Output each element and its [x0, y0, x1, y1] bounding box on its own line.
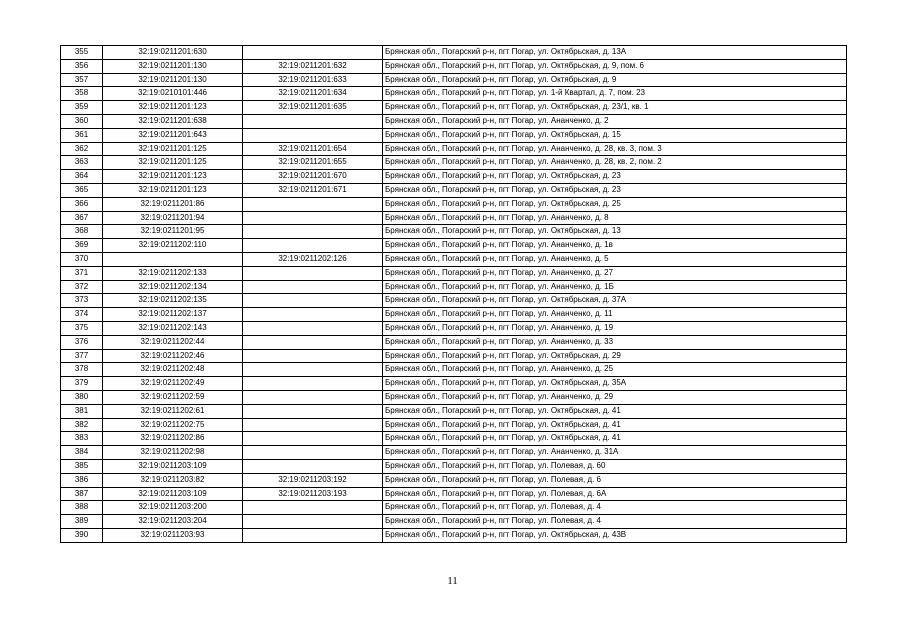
object-cadastral-number-cell: 32:19:0211201:635 — [243, 101, 383, 115]
table-row — [61, 239, 847, 253]
row-number-cell: 369 — [61, 239, 103, 253]
address-cell: Брянская обл., Погарский р-н, пгт Погар, ул. Полевая, д. 4 — [383, 515, 847, 529]
row-number-cell: 357 — [61, 73, 103, 87]
object-cadastral-number-cell — [243, 280, 383, 294]
land-cadastral-number-cell: 32:19:0211202:98 — [103, 446, 243, 460]
address-cell: Брянская обл., Погарский р-н, пгт Погар, ул. Ананченко, д. 11 — [383, 308, 847, 322]
table-row — [61, 335, 847, 349]
row-number-cell: 375 — [61, 321, 103, 335]
address-cell: Брянская обл., Погарский р-н, пгт Погар, ул. Ананченко, д. 19 — [383, 321, 847, 335]
row-number-cell: 358 — [61, 87, 103, 101]
address-cell: Брянская обл., Погарский р-н, пгт Погар, ул. Ананченко, д. 28, кв. 3, пом. 3 — [383, 142, 847, 156]
object-cadastral-number-cell — [243, 294, 383, 308]
land-cadastral-number-cell: 32:19:0211202:48 — [103, 363, 243, 377]
land-cadastral-number-cell: 32:19:0211201:125 — [103, 142, 243, 156]
land-cadastral-number-cell: 32:19:0211201:94 — [103, 211, 243, 225]
table-row — [61, 170, 847, 184]
address-cell: Брянская обл., Погарский р-н, пгт Погар, ул. Октябрьская, д. 15 — [383, 128, 847, 142]
land-cadastral-number-cell: 32:19:0211202:61 — [103, 404, 243, 418]
row-number-cell: 356 — [61, 59, 103, 73]
table-row — [61, 473, 847, 487]
table-row — [61, 73, 847, 87]
row-number-cell: 355 — [61, 46, 103, 60]
address-cell: Брянская обл., Погарский р-н, пгт Погар, ул. Ананченко, д. 5 — [383, 252, 847, 266]
table-row — [61, 308, 847, 322]
row-number-cell: 362 — [61, 142, 103, 156]
address-cell: Брянская обл., Погарский р-н, пгт Погар, ул. Октябрьская, д. 41 — [383, 432, 847, 446]
object-cadastral-number-cell: 32:19:0211201:632 — [243, 59, 383, 73]
address-cell: Брянская обл., Погарский р-н, пгт Погар, ул. Октябрьская, д. 13 — [383, 225, 847, 239]
land-cadastral-number-cell: 32:19:0211201:123 — [103, 101, 243, 115]
land-cadastral-number-cell: 32:19:0211203:93 — [103, 528, 243, 542]
table-row — [61, 183, 847, 197]
object-cadastral-number-cell — [243, 46, 383, 60]
table-row — [61, 321, 847, 335]
land-cadastral-number-cell: 32:19:0211203:204 — [103, 515, 243, 529]
address-cell: Брянская обл., Погарский р-н, пгт Погар, ул. Ананченко, д. 25 — [383, 363, 847, 377]
table-row — [61, 211, 847, 225]
table-row — [61, 87, 847, 101]
row-number-cell: 359 — [61, 101, 103, 115]
row-number-cell: 364 — [61, 170, 103, 184]
address-cell: Брянская обл., Погарский р-н, пгт Погар, ул. Полевая, д. 6А — [383, 487, 847, 501]
land-cadastral-number-cell: 32:19:0211201:130 — [103, 73, 243, 87]
table-row — [61, 501, 847, 515]
object-cadastral-number-cell — [243, 114, 383, 128]
table-row — [61, 390, 847, 404]
object-cadastral-number-cell — [243, 363, 383, 377]
object-cadastral-number-cell — [243, 404, 383, 418]
row-number-cell: 366 — [61, 197, 103, 211]
row-number-cell: 365 — [61, 183, 103, 197]
table-row — [61, 156, 847, 170]
address-cell: Брянская обл., Погарский р-н, пгт Погар, ул. Октябрьская, д. 13А — [383, 46, 847, 60]
address-cell: Брянская обл., Погарский р-н, пгт Погар, ул. Ананченко, д. 1Б — [383, 280, 847, 294]
object-cadastral-number-cell — [243, 459, 383, 473]
object-cadastral-number-cell: 32:19:0211201:634 — [243, 87, 383, 101]
address-cell: Брянская обл., Погарский р-н, пгт Погар, ул. Октябрьская, д. 29 — [383, 349, 847, 363]
land-cadastral-number-cell — [103, 252, 243, 266]
object-cadastral-number-cell: 32:19:0211201:633 — [243, 73, 383, 87]
address-cell: Брянская обл., Погарский р-н, пгт Погар, ул. Октябрьская, д. 9, пом. 6 — [383, 59, 847, 73]
table-row — [61, 114, 847, 128]
object-cadastral-number-cell: 32:19:0211202:126 — [243, 252, 383, 266]
land-cadastral-number-cell: 32:19:0211201:643 — [103, 128, 243, 142]
object-cadastral-number-cell: 32:19:0211201:670 — [243, 170, 383, 184]
registry-table — [60, 45, 847, 543]
row-number-cell: 379 — [61, 377, 103, 391]
address-cell: Брянская обл., Погарский р-н, пгт Погар, ул. Октябрьская, д. 35А — [383, 377, 847, 391]
row-number-cell: 383 — [61, 432, 103, 446]
address-cell: Брянская обл., Погарский р-н, пгт Погар, ул. 1-й Квартал, д. 7, пом. 23 — [383, 87, 847, 101]
object-cadastral-number-cell — [243, 501, 383, 515]
row-number-cell: 360 — [61, 114, 103, 128]
object-cadastral-number-cell: 32:19:0211203:192 — [243, 473, 383, 487]
land-cadastral-number-cell: 32:19:0211203:109 — [103, 459, 243, 473]
address-cell: Брянская обл., Погарский р-н, пгт Погар, ул. Октябрьская, д. 43В — [383, 528, 847, 542]
object-cadastral-number-cell — [243, 266, 383, 280]
row-number-cell: 387 — [61, 487, 103, 501]
land-cadastral-number-cell: 32:19:0211202:143 — [103, 321, 243, 335]
row-number-cell: 372 — [61, 280, 103, 294]
address-cell: Брянская обл., Погарский р-н, пгт Погар, ул. Полевая, д. 6 — [383, 473, 847, 487]
object-cadastral-number-cell — [243, 528, 383, 542]
table-row — [61, 252, 847, 266]
table-row — [61, 349, 847, 363]
row-number-cell: 376 — [61, 335, 103, 349]
object-cadastral-number-cell — [243, 225, 383, 239]
table-row — [61, 515, 847, 529]
object-cadastral-number-cell — [243, 239, 383, 253]
land-cadastral-number-cell: 32:19:0210101:446 — [103, 87, 243, 101]
land-cadastral-number-cell: 32:19:0211202:49 — [103, 377, 243, 391]
address-cell: Брянская обл., Погарский р-н, пгт Погар, ул. Ананченко, д. 31А — [383, 446, 847, 460]
address-cell: Брянская обл., Погарский р-н, пгт Погар, ул. Ананченко, д. 1в — [383, 239, 847, 253]
address-cell: Брянская обл., Погарский р-н, пгт Погар, ул. Ананченко, д. 8 — [383, 211, 847, 225]
land-cadastral-number-cell: 32:19:0211201:638 — [103, 114, 243, 128]
table-row — [61, 59, 847, 73]
land-cadastral-number-cell: 32:19:0211201:86 — [103, 197, 243, 211]
land-cadastral-number-cell: 32:19:0211201:123 — [103, 183, 243, 197]
row-number-cell: 371 — [61, 266, 103, 280]
address-cell: Брянская обл., Погарский р-н, пгт Погар, ул. Октябрьская, д. 23/1, кв. 1 — [383, 101, 847, 115]
row-number-cell: 367 — [61, 211, 103, 225]
address-cell: Брянская обл., Погарский р-н, пгт Погар, ул. Октябрьская, д. 37А — [383, 294, 847, 308]
table-row — [61, 225, 847, 239]
table-row — [61, 294, 847, 308]
land-cadastral-number-cell: 32:19:0211201:630 — [103, 46, 243, 60]
row-number-cell: 384 — [61, 446, 103, 460]
row-number-cell: 388 — [61, 501, 103, 515]
address-cell: Брянская обл., Погарский р-н, пгт Погар, ул. Октябрьская, д. 41 — [383, 404, 847, 418]
object-cadastral-number-cell: 32:19:0211201:671 — [243, 183, 383, 197]
land-cadastral-number-cell: 32:19:0211202:44 — [103, 335, 243, 349]
row-number-cell: 368 — [61, 225, 103, 239]
object-cadastral-number-cell — [243, 308, 383, 322]
address-cell: Брянская обл., Погарский р-н, пгт Погар, ул. Октябрьская, д. 23 — [383, 170, 847, 184]
address-cell: Брянская обл., Погарский р-н, пгт Погар, ул. Ананченко, д. 33 — [383, 335, 847, 349]
address-cell: Брянская обл., Погарский р-н, пгт Погар, ул. Ананченко, д. 29 — [383, 390, 847, 404]
object-cadastral-number-cell — [243, 197, 383, 211]
address-cell: Брянская обл., Погарский р-н, пгт Погар, ул. Полевая, д. 4 — [383, 501, 847, 515]
address-cell: Брянская обл., Погарский р-н, пгт Погар, ул. Ананченко, д. 27 — [383, 266, 847, 280]
land-cadastral-number-cell: 32:19:0211203:109 — [103, 487, 243, 501]
land-cadastral-number-cell: 32:19:0211202:137 — [103, 308, 243, 322]
address-cell: Брянская обл., Погарский р-н, пгт Погар, ул. Октябрьская, д. 25 — [383, 197, 847, 211]
land-cadastral-number-cell: 32:19:0211202:46 — [103, 349, 243, 363]
table-row — [61, 280, 847, 294]
row-number-cell: 373 — [61, 294, 103, 308]
land-cadastral-number-cell: 32:19:0211202:110 — [103, 239, 243, 253]
land-cadastral-number-cell: 32:19:0211203:200 — [103, 501, 243, 515]
object-cadastral-number-cell — [243, 432, 383, 446]
row-number-cell: 361 — [61, 128, 103, 142]
row-number-cell: 385 — [61, 459, 103, 473]
row-number-cell: 377 — [61, 349, 103, 363]
page-number: 11 — [447, 575, 458, 587]
object-cadastral-number-cell — [243, 211, 383, 225]
land-cadastral-number-cell: 32:19:0211201:95 — [103, 225, 243, 239]
object-cadastral-number-cell — [243, 390, 383, 404]
table-row — [61, 128, 847, 142]
row-number-cell: 390 — [61, 528, 103, 542]
row-number-cell: 374 — [61, 308, 103, 322]
table-row — [61, 446, 847, 460]
object-cadastral-number-cell — [243, 128, 383, 142]
table-row — [61, 266, 847, 280]
address-cell: Брянская обл., Погарский р-н, пгт Погар, ул. Октябрьская, д. 9 — [383, 73, 847, 87]
land-cadastral-number-cell: 32:19:0211201:123 — [103, 170, 243, 184]
object-cadastral-number-cell: 32:19:0211203:193 — [243, 487, 383, 501]
table-row — [61, 377, 847, 391]
address-cell: Брянская обл., Погарский р-н, пгт Погар, ул. Октябрьская, д. 23 — [383, 183, 847, 197]
address-cell: Брянская обл., Погарский р-н, пгт Погар, ул. Ананченко, д. 28, кв. 2, пом. 2 — [383, 156, 847, 170]
land-cadastral-number-cell: 32:19:0211202:135 — [103, 294, 243, 308]
table-row — [61, 418, 847, 432]
land-cadastral-number-cell: 32:19:0211202:134 — [103, 280, 243, 294]
land-cadastral-number-cell: 32:19:0211201:125 — [103, 156, 243, 170]
table-row — [61, 404, 847, 418]
land-cadastral-number-cell: 32:19:0211202:59 — [103, 390, 243, 404]
table-row — [61, 101, 847, 115]
land-cadastral-number-cell: 32:19:0211201:130 — [103, 59, 243, 73]
table-row — [61, 459, 847, 473]
row-number-cell: 389 — [61, 515, 103, 529]
address-cell: Брянская обл., Погарский р-н, пгт Погар, ул. Октябрьская, д. 41 — [383, 418, 847, 432]
row-number-cell: 382 — [61, 418, 103, 432]
object-cadastral-number-cell — [243, 321, 383, 335]
object-cadastral-number-cell — [243, 446, 383, 460]
table-row — [61, 528, 847, 542]
object-cadastral-number-cell: 32:19:0211201:654 — [243, 142, 383, 156]
object-cadastral-number-cell — [243, 515, 383, 529]
land-cadastral-number-cell: 32:19:0211203:82 — [103, 473, 243, 487]
land-cadastral-number-cell: 32:19:0211202:133 — [103, 266, 243, 280]
object-cadastral-number-cell — [243, 377, 383, 391]
row-number-cell: 370 — [61, 252, 103, 266]
table-row — [61, 197, 847, 211]
object-cadastral-number-cell — [243, 418, 383, 432]
row-number-cell: 363 — [61, 156, 103, 170]
object-cadastral-number-cell — [243, 335, 383, 349]
object-cadastral-number-cell — [243, 349, 383, 363]
object-cadastral-number-cell: 32:19:0211201:655 — [243, 156, 383, 170]
table-row — [61, 363, 847, 377]
row-number-cell: 378 — [61, 363, 103, 377]
row-number-cell: 380 — [61, 390, 103, 404]
row-number-cell: 386 — [61, 473, 103, 487]
registry-table-body — [61, 46, 847, 543]
table-row — [61, 487, 847, 501]
address-cell: Брянская обл., Погарский р-н, пгт Погар, ул. Ананченко, д. 2 — [383, 114, 847, 128]
address-cell: Брянская обл., Погарский р-н, пгт Погар, ул. Полевая, д. 60 — [383, 459, 847, 473]
row-number-cell: 381 — [61, 404, 103, 418]
table-row — [61, 142, 847, 156]
land-cadastral-number-cell: 32:19:0211202:75 — [103, 418, 243, 432]
land-cadastral-number-cell: 32:19:0211202:86 — [103, 432, 243, 446]
table-row — [61, 432, 847, 446]
table-row — [61, 46, 847, 60]
